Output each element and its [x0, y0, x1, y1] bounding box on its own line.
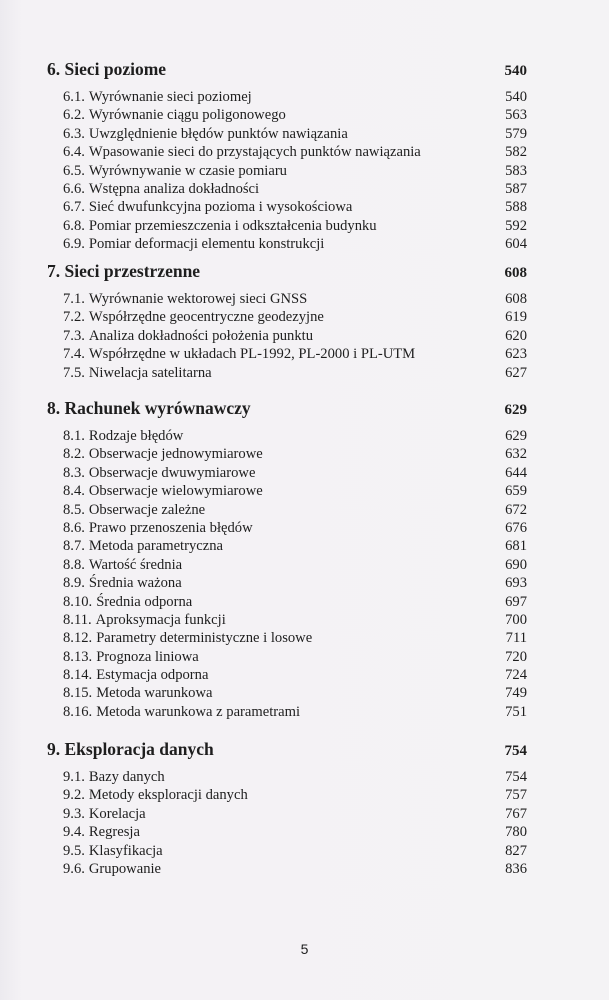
toc-entry[interactable]: [47, 537, 527, 555]
toc-entry-label: [63, 464, 255, 482]
section-title: Regresja: [88, 824, 140, 841]
toc-entry[interactable]: [47, 703, 527, 721]
toc-entry[interactable]: [47, 768, 527, 786]
toc-entry-label: [63, 445, 263, 463]
section-page-number: 563: [505, 107, 527, 124]
toc-entry[interactable]: [47, 611, 527, 629]
section-page-number: 757: [505, 787, 527, 804]
chapter-page-number: 608: [504, 265, 527, 281]
section-page-number: 632: [505, 446, 527, 463]
section-page-number: 720: [505, 648, 527, 665]
section-page-number: 644: [505, 464, 527, 481]
toc-entry[interactable]: [47, 445, 527, 463]
chapter-heading[interactable]: [47, 397, 527, 419]
section-number: 9.2.: [63, 787, 85, 804]
section-title: Wyrównywanie w czasie pomiaru: [88, 162, 287, 179]
toc-entry-label: [63, 327, 313, 345]
section-number: 7.1.: [63, 291, 85, 307]
toc-entry[interactable]: [47, 666, 527, 684]
section-page-number: 629: [505, 428, 527, 444]
toc-entry[interactable]: [47, 482, 527, 500]
section-number: 8.4.: [63, 483, 85, 500]
section-title: Wyrównanie ciągu poligonowego: [88, 107, 286, 124]
section-page-number: 780: [505, 824, 527, 841]
section-title: Wyrównanie sieci poziomej: [88, 89, 252, 105]
section-title: Współrzędne geocentryczne geodezyjne: [88, 309, 324, 326]
section-number: 6.1.: [63, 89, 85, 105]
toc-entry[interactable]: [47, 125, 527, 143]
section-number: 6.9.: [63, 236, 85, 253]
toc-entry-label: [63, 537, 223, 555]
page-number: 5: [300, 941, 309, 957]
toc-entry-label: [63, 482, 263, 500]
toc-entry-label: [63, 842, 163, 860]
entry-list: [47, 290, 527, 382]
toc-entry-label: [63, 125, 348, 143]
toc-entry[interactable]: [47, 364, 527, 382]
section-page-number: 627: [505, 364, 527, 381]
chapter-section: [47, 738, 527, 878]
toc-entry-label: [63, 860, 161, 878]
section-number: 7.5.: [63, 364, 85, 381]
section-number: 6.2.: [63, 107, 85, 124]
section-title: Metody eksploracji danych: [88, 787, 248, 804]
section-page-number: 711: [505, 630, 527, 647]
chapter-heading[interactable]: [47, 58, 527, 80]
section-title: Wartość średnia: [88, 556, 183, 573]
section-number: 8.14.: [63, 667, 93, 684]
toc-entry[interactable]: [47, 162, 527, 180]
section-title: Metoda warunkowa: [96, 685, 213, 702]
section-number: 8.11.: [63, 611, 92, 628]
section-title: Parametry deterministyczne i losowe: [96, 630, 313, 647]
toc-entry[interactable]: [47, 143, 527, 161]
toc-entry-label: [63, 556, 182, 574]
section-title: Bazy danych: [88, 769, 165, 785]
section-number: 6.5.: [63, 162, 85, 179]
entry-list: [47, 768, 527, 878]
chapter-title: 8. Rachunek wyrównawczy: [47, 398, 251, 418]
section-title: Analiza dokładności położenia punktu: [88, 327, 314, 344]
toc-entry[interactable]: [47, 786, 527, 804]
section-title: Estymacja odporna: [96, 667, 209, 684]
chapter-section: [47, 397, 527, 721]
section-number: 7.4.: [63, 346, 85, 363]
chapter-section: [47, 260, 527, 382]
toc-entry[interactable]: [47, 593, 527, 611]
section-title: Rodzaje błędów: [88, 428, 184, 444]
toc-entry[interactable]: [47, 684, 527, 702]
section-page-number: 681: [505, 538, 527, 555]
toc-entry-label: [63, 88, 252, 106]
toc-entry[interactable]: [47, 308, 527, 326]
section-number: 8.8.: [63, 556, 85, 573]
section-number: 9.3.: [63, 805, 85, 822]
section-page-number: 587: [505, 180, 527, 197]
section-page-number: 583: [505, 162, 527, 179]
section-title: Pomiar przemieszczenia i odkształcenia budynku: [88, 217, 377, 234]
section-number: 8.3.: [63, 464, 85, 481]
toc-entry[interactable]: [47, 464, 527, 482]
section-number: 8.9.: [63, 575, 85, 592]
section-title: Pomiar deformacji elementu konstrukcji: [88, 236, 325, 253]
toc-entry-label: [63, 290, 307, 308]
toc-entry-label: [63, 648, 199, 666]
toc-entry-label: [63, 629, 312, 647]
section-page-number: 620: [505, 327, 527, 344]
toc-entry[interactable]: [47, 106, 527, 124]
section-title: Obserwacje dwuwymiarowe: [88, 464, 256, 481]
section-page-number: 827: [505, 842, 527, 859]
section-title: Obserwacje jednowymiarowe: [88, 446, 263, 463]
section-title: Obserwacje zależne: [88, 501, 206, 518]
section-number: 7.3.: [63, 327, 85, 344]
toc-entry-label: [63, 345, 415, 363]
section-title: Niwelacja satelitarna: [88, 364, 212, 381]
section-page-number: 836: [505, 860, 527, 877]
section-number: 8.7.: [63, 538, 85, 555]
toc-entry-label: [63, 501, 205, 519]
toc-entry-label: [63, 235, 324, 253]
section-number: 9.5.: [63, 842, 85, 859]
toc-entry-label: [63, 106, 286, 124]
section-number: 8.16.: [63, 703, 93, 720]
section-number: 6.4.: [63, 144, 85, 161]
section-number: 8.6.: [63, 519, 85, 536]
toc-entry[interactable]: [47, 519, 527, 537]
section-page-number: 588: [505, 199, 527, 216]
section-page-number: 690: [505, 556, 527, 573]
toc-entry-label: [63, 519, 253, 537]
section-number: 8.2.: [63, 446, 85, 463]
toc-entry[interactable]: [47, 327, 527, 345]
chapter-title: 7. Sieci przestrzenne: [47, 261, 201, 281]
toc-entry-label: [63, 684, 213, 702]
section-number: 6.8.: [63, 217, 85, 234]
section-number: 6.7.: [63, 199, 85, 216]
chapter-page-number: 629: [504, 402, 527, 418]
section-page-number: 582: [505, 144, 527, 161]
chapter-heading[interactable]: [47, 260, 527, 282]
toc-entry-label: [63, 427, 183, 445]
section-title: Wstępna analiza dokładności: [88, 180, 260, 197]
section-number: 7.2.: [63, 309, 85, 326]
section-page-number: 700: [505, 611, 527, 628]
toc-entry[interactable]: [47, 198, 527, 216]
section-page-number: 619: [505, 309, 527, 326]
section-number: 9.4.: [63, 824, 85, 841]
toc-entry[interactable]: [47, 345, 527, 363]
section-number: 8.15.: [63, 685, 93, 702]
section-page-number: 697: [505, 593, 527, 610]
section-title: Aproksymacja funkcji: [95, 611, 226, 628]
toc-entry[interactable]: [47, 629, 527, 647]
toc-entry[interactable]: [47, 556, 527, 574]
section-title: Klasyfikacja: [88, 842, 163, 859]
section-page-number: 579: [505, 125, 527, 142]
toc-entry-label: [63, 805, 146, 823]
section-title: Metoda warunkowa z parametrami: [96, 703, 301, 720]
section-number: 6.3.: [63, 125, 85, 142]
section-title: Uwzględnienie błędów punktów nawiązania: [88, 125, 348, 142]
toc-entry-label: [63, 768, 165, 786]
section-title: Grupowanie: [88, 860, 162, 877]
chapter-section: [47, 58, 527, 254]
section-title: Wyrównanie wektorowej sieci GNSS: [88, 291, 308, 307]
entry-list: [47, 88, 527, 254]
section-title: Prognoza liniowa: [96, 648, 199, 665]
section-title: Prawo przenoszenia błędów: [88, 519, 253, 536]
chapter-title: 9. Eksploracja danych: [47, 739, 214, 759]
section-page-number: 693: [505, 575, 527, 592]
section-page-number: 749: [505, 685, 527, 702]
chapter-page-number: 754: [504, 743, 527, 759]
toc-entry-label: [63, 593, 192, 611]
section-number: 6.6.: [63, 180, 85, 197]
section-title: Sieć dwufunkcyjna pozioma i wysokościowa: [88, 199, 353, 216]
toc-entry[interactable]: [47, 860, 527, 878]
entry-list: [47, 427, 527, 721]
toc-entry-label: [63, 217, 377, 235]
toc-entry-label: [63, 162, 287, 180]
section-page-number: 767: [505, 805, 527, 822]
toc-entry[interactable]: [47, 805, 527, 823]
toc-entry[interactable]: [47, 427, 527, 445]
section-number: 9.6.: [63, 860, 85, 877]
toc-entry-label: [63, 786, 248, 804]
section-page-number: 623: [505, 346, 527, 363]
section-title: Metoda parametryczna: [88, 538, 223, 555]
toc-entry-label: [63, 198, 352, 216]
section-page-number: 724: [505, 667, 527, 684]
section-title: Współrzędne w układach PL-1992, PL-2000 i PL-UTM: [88, 346, 416, 363]
toc-entry-label: [63, 703, 300, 721]
section-number: 8.10.: [63, 593, 93, 610]
toc-entry[interactable]: [47, 501, 527, 519]
toc-entry-label: [63, 308, 324, 326]
section-number: 9.1.: [63, 769, 85, 785]
toc-entry[interactable]: [47, 823, 527, 841]
toc-entry-label: [63, 143, 421, 161]
section-page-number: 604: [505, 236, 527, 253]
toc-entry-label: [63, 666, 208, 684]
section-page-number: 592: [505, 217, 527, 234]
section-title: Obserwacje wielowymiarowe: [88, 483, 263, 500]
toc-entry-label: [63, 364, 212, 382]
toc-entry[interactable]: [47, 290, 527, 308]
toc-entry[interactable]: [47, 180, 527, 198]
section-page-number: 751: [505, 703, 527, 720]
toc-entry-label: [63, 823, 140, 841]
section-page-number: 659: [505, 483, 527, 500]
toc-entry[interactable]: [47, 217, 527, 235]
section-title: Wpasowanie sieci do przystających punktów nawiązania: [88, 144, 421, 161]
toc-entry[interactable]: [47, 88, 527, 106]
toc-entry-label: [63, 180, 259, 198]
section-number: 8.1.: [63, 428, 85, 444]
section-page-number: 754: [505, 769, 527, 785]
section-page-number: 608: [505, 291, 527, 307]
chapter-title: 6. Sieci poziome: [47, 59, 167, 79]
section-title: Średnia ważona: [88, 575, 182, 592]
section-title: Średnia odporna: [96, 593, 193, 610]
section-title: Korelacja: [88, 805, 146, 822]
toc-entry[interactable]: [47, 574, 527, 592]
section-number: 8.13.: [63, 648, 93, 665]
section-number: 8.5.: [63, 501, 85, 518]
section-page-number: 672: [505, 501, 527, 518]
chapter-heading[interactable]: [47, 738, 527, 760]
toc-entry[interactable]: [47, 842, 527, 860]
toc-entry-label: [63, 611, 226, 629]
toc-entry[interactable]: [47, 235, 527, 253]
chapter-page-number: 540: [504, 63, 527, 79]
section-page-number: 540: [505, 89, 527, 105]
toc-entry-label: [63, 574, 182, 592]
section-page-number: 676: [505, 519, 527, 536]
section-number: 8.12.: [63, 630, 93, 647]
toc-entry[interactable]: [47, 648, 527, 666]
